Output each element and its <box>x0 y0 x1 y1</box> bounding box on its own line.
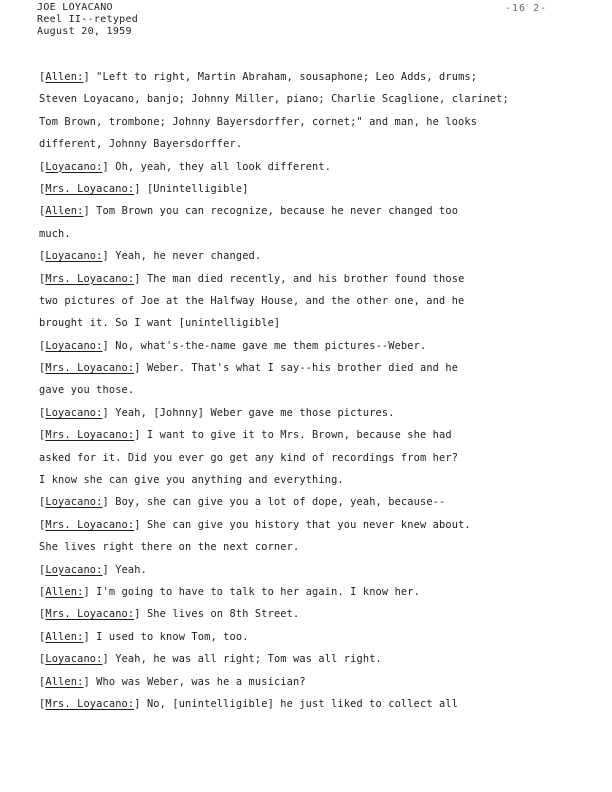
transcript-line <box>39 559 579 581</box>
speaker-bracket-close: ] <box>102 653 116 666</box>
speaker-label: Mrs. Loyacano: <box>45 608 135 621</box>
transcript-line <box>39 200 579 222</box>
speaker-bracket-open: [ <box>39 406 46 419</box>
line-text: "Left to right, Martin Abraham, sousaphone; Leo Adds, drums; <box>96 71 478 83</box>
speaker-label: Mrs. Loyacano: <box>45 272 135 285</box>
line-text: Tom Brown you can recognize, because he never changed too <box>96 205 459 218</box>
speaker-bracket-open: [ <box>39 697 46 710</box>
line-text: I'm going to have to talk to her again. I know her. <box>96 585 420 598</box>
transcript-line <box>39 514 579 536</box>
speaker-label: Allen: <box>45 630 84 643</box>
speaker-bracket-close: ] <box>102 339 116 352</box>
speaker-label: Loyacano: <box>45 160 103 173</box>
transcript-line <box>39 447 579 469</box>
transcript-line <box>39 245 579 267</box>
transcript-line <box>39 603 579 625</box>
line-text: She lives on 8th Street. <box>146 608 300 621</box>
transcript-line <box>39 626 579 648</box>
transcript-line <box>39 178 579 200</box>
speaker-bracket-close: ] <box>102 160 116 173</box>
transcript-line <box>39 88 579 110</box>
line-text: I know she can give you anything and everything. <box>39 474 344 487</box>
speaker-bracket-close: ] <box>83 585 97 598</box>
line-text: asked for it. Did you ever go get any kind of recordings from her? <box>39 451 459 464</box>
transcript-line <box>39 133 579 155</box>
speaker-bracket-open: [ <box>39 182 46 195</box>
speaker-bracket-close: ] <box>83 205 97 218</box>
line-text: Tom Brown, trombone; Johnny Bayersdorffer, cornet;" and man, he looks <box>39 115 478 128</box>
speaker-label: Allen: <box>45 205 84 218</box>
line-text: She lives right there on the next corner. <box>39 541 300 554</box>
line-text: different, Johnny Bayersdorffer. <box>39 138 243 151</box>
speaker-bracket-open: [ <box>39 272 46 285</box>
speaker-bracket-close: ] <box>102 406 116 419</box>
speaker-label: Mrs. Loyacano: <box>45 429 135 442</box>
page-number: -16 2- <box>505 3 548 14</box>
speaker-bracket-close: ] <box>102 563 116 576</box>
transcript-line <box>39 312 579 334</box>
line-text: No, what's-the-name gave me them pictures--Weber. <box>115 339 427 352</box>
speaker-bracket-close: ] <box>134 429 147 442</box>
line-text: gave you those. <box>39 384 135 397</box>
speaker-bracket-open: [ <box>39 160 46 173</box>
speaker-label: Loyacano: <box>45 563 103 576</box>
line-text: Yeah, he was all right; Tom was all right. <box>115 653 382 666</box>
line-text: I want to give it to Mrs. Brown, because she had <box>146 429 452 442</box>
speaker-label: Loyacano: <box>45 406 103 419</box>
transcript-line <box>39 424 579 446</box>
speaker-bracket-open: [ <box>39 250 46 263</box>
transcript-line <box>39 290 579 312</box>
transcript-line <box>39 402 579 424</box>
transcript-line <box>39 648 579 670</box>
speaker-bracket-open: [ <box>39 205 46 218</box>
speaker-bracket-open: [ <box>39 585 46 598</box>
line-text: Yeah. <box>115 563 147 576</box>
transcript-line <box>39 693 579 715</box>
speaker-bracket-close: ] <box>83 675 97 688</box>
transcript-line <box>39 156 579 178</box>
interview-date: August 20, 1959 <box>37 26 132 37</box>
speaker-bracket-open: [ <box>39 675 46 688</box>
transcript-line <box>39 671 579 693</box>
speaker-bracket-open: [ <box>39 518 46 531</box>
speaker-bracket-close: ] <box>102 496 116 509</box>
speaker-bracket-open: [ <box>39 429 46 442</box>
speaker-bracket-close: ] <box>134 182 147 195</box>
speaker-bracket-close: ] <box>134 272 147 285</box>
speaker-label: Loyacano: <box>45 339 103 352</box>
speaker-bracket-close: ] <box>134 518 147 531</box>
transcript-line <box>39 536 579 558</box>
line-text: brought it. So I want [unintelligible] <box>39 317 281 330</box>
line-text: Oh, yeah, they all look different. <box>115 160 332 173</box>
speaker-label: Allen: <box>45 71 84 83</box>
transcript-line <box>39 379 579 401</box>
interviewee-name: JOE LOYACANO <box>37 2 113 13</box>
line-text: Boy, she can give you a lot of dope, yeah, because-- <box>115 496 446 509</box>
transcript-line <box>39 469 579 491</box>
transcript-line <box>39 581 579 603</box>
speaker-bracket-close: ] <box>83 630 97 643</box>
line-text: Who was Weber, was he a musician? <box>96 675 306 688</box>
transcript-line <box>39 357 579 379</box>
line-text: much. <box>39 227 71 240</box>
transcript-body <box>39 66 579 715</box>
speaker-bracket-open: [ <box>39 362 46 375</box>
speaker-bracket-close: ] <box>83 71 97 83</box>
line-text: She can give you history that you never knew about. <box>146 518 471 531</box>
speaker-label: Allen: <box>45 675 84 688</box>
line-text: Yeah, [Johnny] Weber gave me those pictures. <box>115 406 395 419</box>
line-text: Yeah, he never changed. <box>115 250 262 263</box>
document-header <box>37 2 138 38</box>
speaker-label: Loyacano: <box>45 653 103 666</box>
speaker-bracket-close: ] <box>134 608 147 621</box>
line-text: No, [unintelligible] he just liked to collect all <box>146 697 459 710</box>
transcript-line <box>39 491 579 513</box>
transcript-line <box>39 335 579 357</box>
transcript-line <box>39 111 579 133</box>
speaker-bracket-close: ] <box>134 697 147 710</box>
line-text: The man died recently, and his brother found those <box>146 272 465 285</box>
reel-label: Reel II--retyped <box>37 14 139 25</box>
line-text: I used to know Tom, too. <box>96 630 249 643</box>
speaker-bracket-open: [ <box>39 339 46 352</box>
speaker-label: Loyacano: <box>45 496 103 509</box>
speaker-bracket-close: ] <box>102 250 116 263</box>
speaker-bracket-open: [ <box>39 653 46 666</box>
speaker-bracket-open: [ <box>39 630 46 643</box>
line-text: [Unintelligible] <box>146 182 249 195</box>
line-text: Weber. That's what I say--his brother died and he <box>146 362 459 375</box>
line-text: Steven Loyacano, banjo; Johnny Miller, piano; Charlie Scaglione, clarinet; <box>39 93 509 106</box>
speaker-label: Mrs. Loyacano: <box>45 518 135 531</box>
speaker-label: Mrs. Loyacano: <box>45 697 135 710</box>
speaker-bracket-open: [ <box>39 563 46 576</box>
line-text: two pictures of Joe at the Halfway House, and the other one, and he <box>39 294 465 307</box>
speaker-label: Mrs. Loyacano: <box>45 362 135 375</box>
speaker-label: Mrs. Loyacano: <box>45 182 135 195</box>
transcript-line <box>39 66 579 88</box>
speaker-bracket-open: [ <box>39 608 46 621</box>
speaker-label: Allen: <box>45 585 84 598</box>
speaker-bracket-close: ] <box>134 362 147 375</box>
transcript-line <box>39 223 579 245</box>
speaker-label: Loyacano: <box>45 250 103 263</box>
speaker-bracket-open: [ <box>39 71 46 83</box>
transcript-line <box>39 268 579 290</box>
speaker-bracket-open: [ <box>39 496 46 509</box>
